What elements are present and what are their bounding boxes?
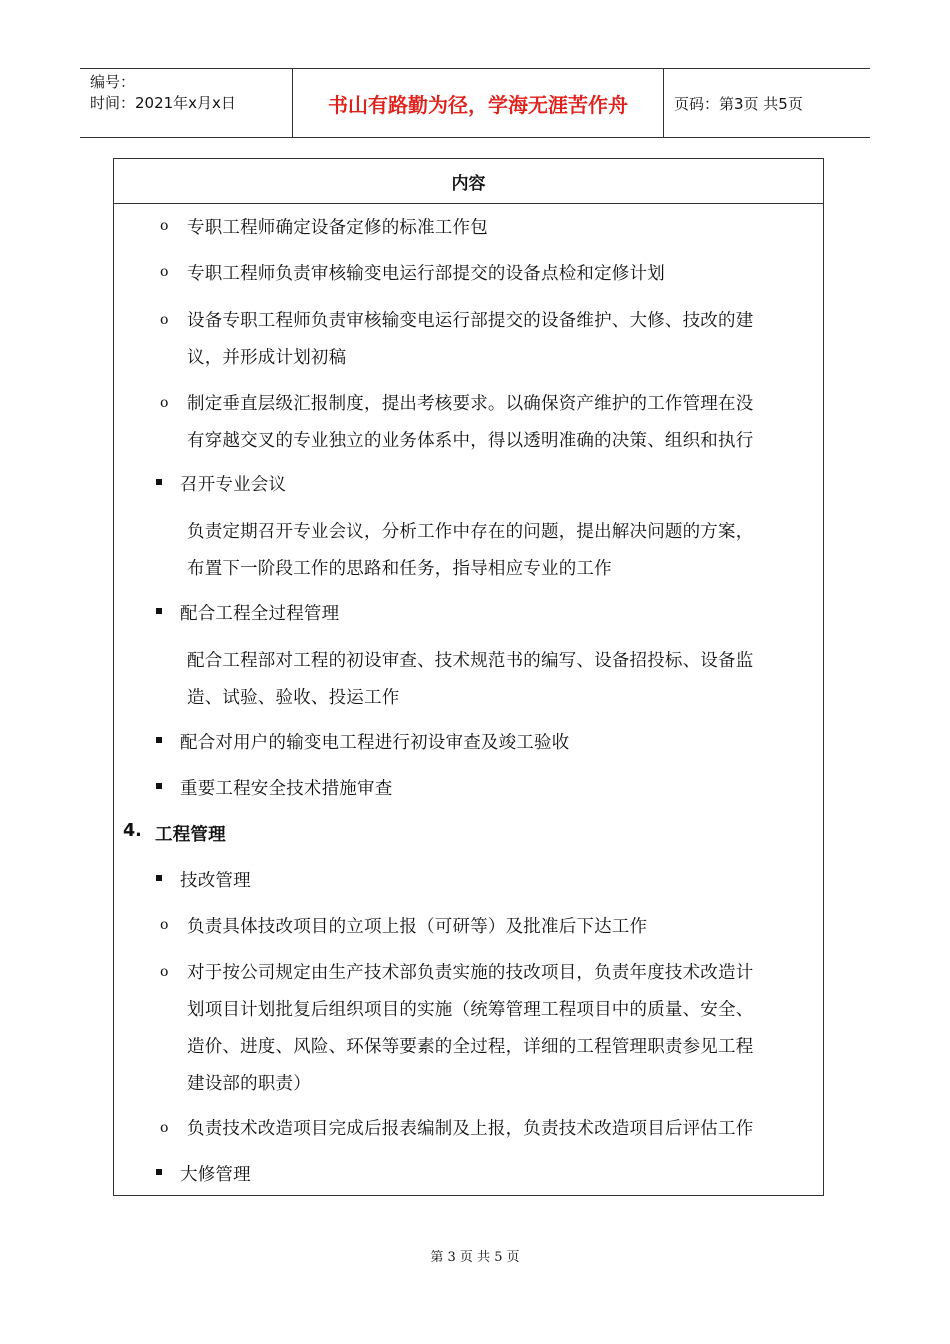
subsection-heading: 配合对用户的输变电工程进行初设审查及竣工验收 — [180, 733, 570, 753]
list-item: 专职工程师负责审核输变电运行部提交的设备点检和定修计划 — [187, 264, 665, 284]
list-item: 制定垂直层级汇报制度，提出考核要求。以确保资产维护的工作管理在没 — [187, 394, 754, 414]
time-label: 时间：2021年x月x日 — [90, 94, 236, 112]
list-item-continued: 划项目计划批复后组织项目的实施（统筹管理工程项目中的质量、安全、 — [187, 1000, 754, 1020]
circle-bullet: o — [160, 917, 169, 933]
list-item: 设备专职工程师负责审核输变电运行部提交的设备维护、大修、技改的建 — [187, 311, 754, 331]
code-label: 编号： — [90, 73, 136, 91]
subsection-heading: 召开专业会议 — [180, 475, 287, 495]
paragraph-line: 布置下一阶段工作的思路和任务，指导相应专业的工作 — [187, 559, 612, 579]
section-title: 工程管理 — [155, 825, 226, 845]
content-box-title: 内容 — [114, 159, 823, 204]
square-bullet — [156, 479, 162, 485]
header-page-info: 页码：第3页 共5页 — [674, 94, 803, 113]
section-number: 4. — [123, 821, 142, 841]
page-footer: 第 3 页 共 5 页 — [430, 1250, 520, 1265]
circle-bullet: o — [160, 218, 169, 234]
subsection-heading: 大修管理 — [180, 1165, 251, 1185]
circle-bullet: o — [160, 964, 169, 980]
square-bullet — [156, 875, 162, 881]
subsection-heading: 重要工程安全技术措施审查 — [180, 779, 393, 799]
square-bullet — [156, 1169, 162, 1175]
paragraph-line: 造、试验、验收、投运工作 — [187, 688, 400, 708]
circle-bullet: o — [160, 312, 169, 328]
header-meta — [80, 69, 293, 137]
circle-bullet: o — [160, 1120, 169, 1136]
square-bullet — [156, 737, 162, 743]
square-bullet — [156, 608, 162, 614]
header-motto: 书山有路勤为径，学海无涯苦作舟 — [293, 69, 664, 137]
list-item-continued: 造价、进度、风险、环保等要素的全过程，详细的工程管理职责参见工程 — [187, 1037, 754, 1057]
circle-bullet: o — [160, 264, 169, 280]
circle-bullet: o — [160, 395, 169, 411]
paragraph-line: 配合工程部对工程的初设审查、技术规范书的编写、设备招投标、设备监 — [187, 651, 754, 671]
list-item: 负责具体技改项目的立项上报（可研等）及批准后下达工作 — [187, 917, 648, 937]
list-item: 专职工程师确定设备定修的标准工作包 — [187, 218, 488, 238]
list-item-continued: 建设部的职责） — [187, 1074, 311, 1094]
paragraph-line: 负责定期召开专业会议，分析工作中存在的问题，提出解决问题的方案， — [187, 522, 754, 542]
page-header — [80, 68, 870, 138]
list-item-continued: 有穿越交叉的专业独立的业务体系中，得以透明准确的决策、组织和执行 — [187, 431, 754, 451]
list-item: 对于按公司规定由生产技术部负责实施的技改项目，负责年度技术改造计 — [187, 963, 754, 983]
subsection-heading: 技改管理 — [180, 871, 251, 891]
square-bullet — [156, 783, 162, 789]
subsection-heading: 配合工程全过程管理 — [180, 604, 340, 624]
list-item: 负责技术改造项目完成后报表编制及上报，负责技术改造项目后评估工作 — [187, 1119, 754, 1139]
list-item-continued: 议，并形成计划初稿 — [187, 348, 347, 368]
